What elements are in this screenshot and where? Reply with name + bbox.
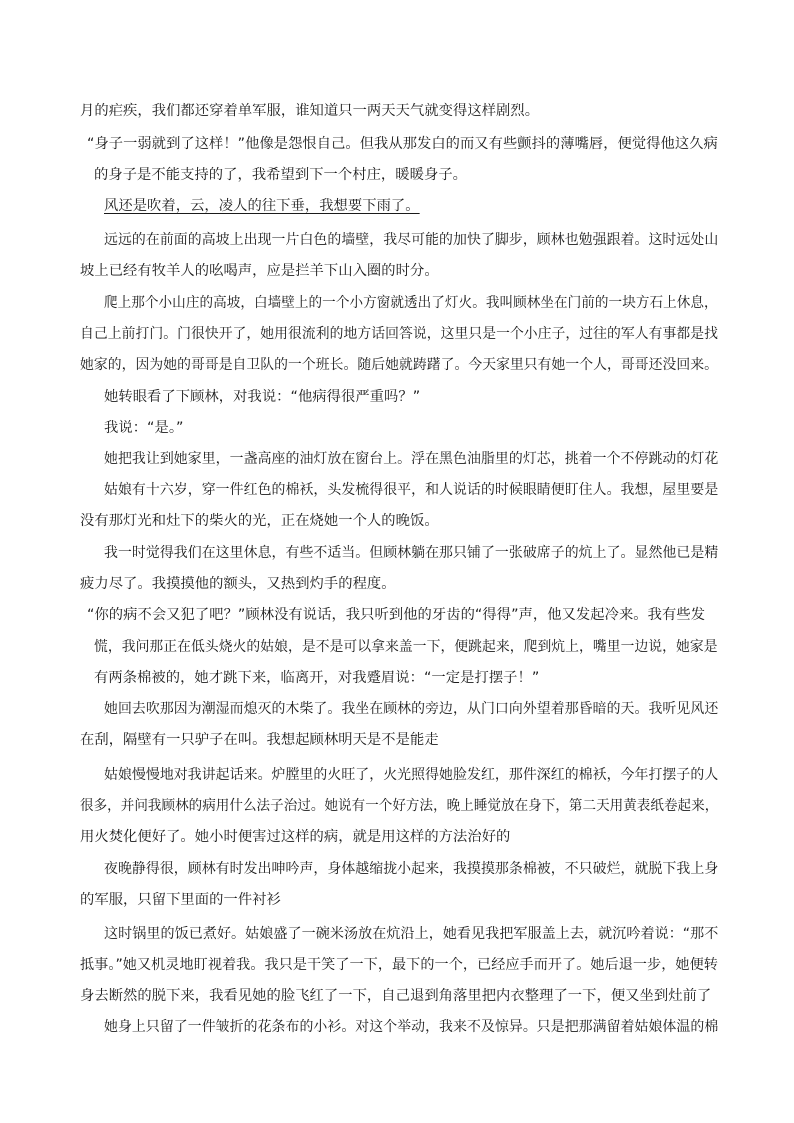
text-line-19: 有两条棉被的，她才跳下来，临离开，对我蹙眉说：“一定是打摆子！” — [94, 670, 540, 686]
text-line-14: 没有那灯光和灶下的柴火的光，正在烧她一个人的晚饭。 — [80, 513, 439, 529]
text-line-3: 的身子是不能支持的了，我希望到下一个村庄，暖暖身子。 — [94, 167, 468, 183]
text-line-21: 在刮，隔壁有一只驴子在叫。我想起顾林明天是不是能走 — [80, 732, 439, 748]
text-line-29: 身去断然的脱下来，我看见她的脸飞红了一下，自己退到角落里把内衣整理了一下，便又坐到灶前了 — [80, 988, 712, 1004]
text-line-20: 她回去吹那因为潮湿而熄灭的木柴了。我坐在顾林的旁边，从门口向外望着那昏暗的天。我听见风还 — [104, 701, 719, 717]
text-line-24: 用火焚化便好了。她小时便害过这样的病，就是用这样的方法治好的 — [80, 829, 511, 845]
text-line-10: 她转眼看了下顾林，对我说：“他病得很严重吗？” — [104, 389, 421, 405]
underlined-text-line: 风还是吹着，云，凌人的往下垂，我想要下雨了。 — [104, 198, 420, 214]
text-line-23: 很多，并问我顾林的病用什么法子治过。她说有一个好方法，晚上睡觉放在身下，第二天用黄表纸卷起来， — [80, 798, 719, 814]
text-line-26: 的军服，只留下里面的一件衬衫 — [80, 892, 281, 908]
text-line-18: 慌，我问那正在低头烧火的姑娘，是不是可以拿来盖一下，便跳起来，爬到炕上，嘴里一边说，她家是 — [94, 639, 718, 655]
text-line-30: 她身上只留了一件皱折的花条布的小衫。对这个举动，我来不及惊异。只是把那满留着姑娘体温的棉 — [104, 1019, 719, 1035]
text-line-22: 姑娘慢慢地对我讲起话来。炉膛里的火旺了，火光照得她脸发红，那件深红的棉袄，今年打摆子的人 — [104, 767, 719, 783]
text-line-16: 疲力尽了。我摸摸他的额头，又热到灼手的程度。 — [80, 576, 396, 592]
text-line-2: “身子一弱就到了这样！”他像是怨恨自己。但我从那发白的而又有些颤抖的薄嘴唇，便觉得他这久病 — [87, 136, 718, 152]
text-line-1: 月的疟疾，我们都还穿着单军服，谁知道只一两天天气就变得这样剧烈。 — [80, 103, 540, 119]
text-line-13: 姑娘有十六岁，穿一件红色的棉袄，头发梳得很平，和人说话的时候眼睛便盯住人。我想，屋里要是 — [104, 482, 719, 498]
text-line-11: 我说：“是。” — [104, 420, 184, 436]
text-line-27: 这时锅里的饭已煮好。姑娘盛了一碗米汤放在炕沿上，她看见我把军服盖上去，就沉吟着说：“那不 — [104, 926, 719, 942]
text-line-7: 爬上那个小山庄的高坡，白墙壁上的一个小方窗就透出了灯火。我叫顾林坐在门前的一块方石上休息， — [104, 295, 718, 311]
text-line-12: 她把我让到她家里，一盏高座的油灯放在窗台上。浮在黑色油脂里的灯芯，挑着一个不停跳动的灯花 — [104, 451, 719, 467]
text-line-28: 抵事。”她又机灵地盯视着我。我只是干笑了一下，最下的一个，已经应手而开了。她后退一步，她便转 — [80, 957, 718, 973]
text-line-5: 远远的在前面的高坡上出现一片白色的墙壁，我尽可能的加快了脚步，顾林也勉强跟着。这时远处山 — [104, 232, 719, 248]
text-line-25: 夜晚静得很，顾林有时发出呻吟声，身体越缩拢小起来，我摸摸那条棉被，不只破烂，就脱下我上身 — [104, 861, 719, 877]
text-line-6: 坡上已经有牧羊人的吆喝声，应是拦羊下山入圈的时分。 — [80, 263, 439, 279]
text-line-15: 我一时觉得我们在这里休息，有些不适当。但顾林躺在那只铺了一张破席子的炕上了。显然他已是精 — [104, 545, 719, 561]
text-line-8: 自己上前打门。门很快开了，她用很流利的地方话回答说，这里只是一个小庄子，过往的军人有事都是找 — [80, 326, 718, 342]
text-line-17: “你的病不会又犯了吧？”顾林没有说话，我只听到他的牙齿的“得得”声，他又发起冷来。我有些发 — [87, 607, 706, 623]
text-line-9: 她家的，因为她的哥哥是自卫队的一个班长。随后她就踌躇了。今天家里只有她一个人，哥哥还没回来。 — [80, 357, 718, 373]
